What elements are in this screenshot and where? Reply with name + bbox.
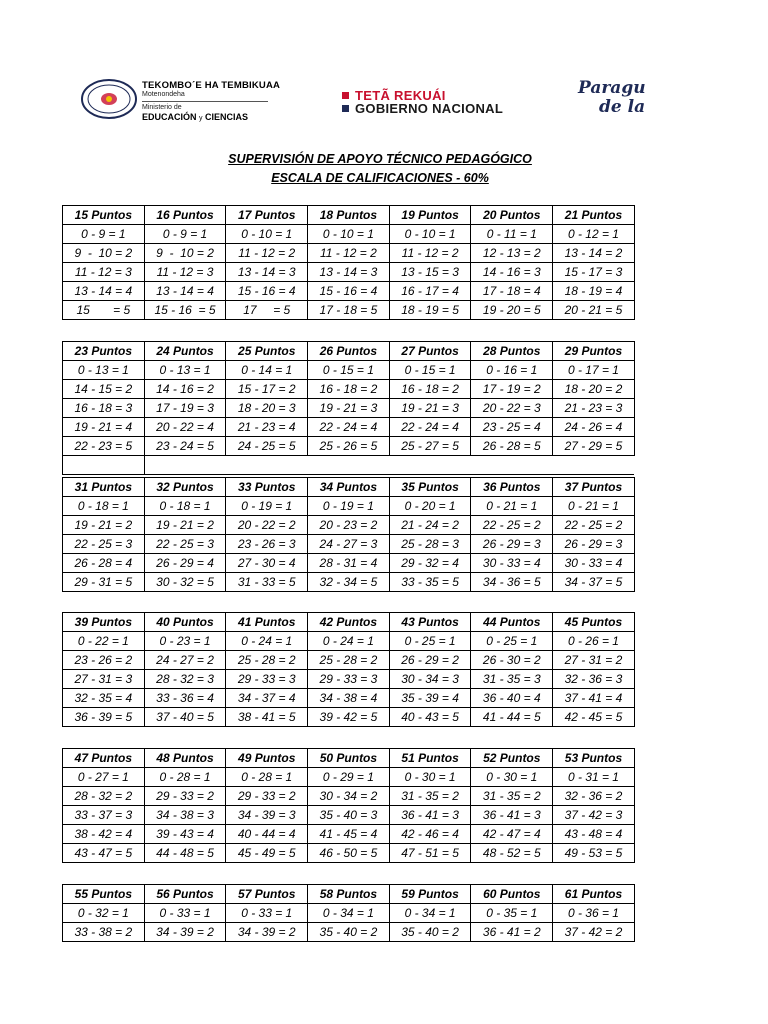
score-range-cell: 40 - 44 = 4 [226,825,308,844]
ministry-education: EDUCACIÓN [142,112,197,122]
table-row [63,380,635,399]
score-range-cell: 19 - 21 = 3 [308,399,390,418]
script-line1: Paragu [578,78,646,98]
table-row [63,651,635,670]
score-range-cell: 0 - 25 = 1 [471,632,553,651]
score-range-cell: 36 - 40 = 4 [471,689,553,708]
score-range-cell: 17 - 18 = 5 [308,301,390,320]
score-range-cell: 24 - 27 = 2 [144,651,226,670]
score-range-cell: 25 - 28 = 2 [226,651,308,670]
table-row [63,768,635,787]
ministry-line3: Ministerio de [142,104,182,111]
score-range-cell: 17 - 19 = 3 [144,399,226,418]
table-row [63,535,635,554]
score-range-cell: 38 - 42 = 4 [63,825,145,844]
score-range-cell: 22 - 23 = 5 [63,437,145,456]
score-range-cell: 36 - 39 = 5 [63,708,145,727]
score-range-cell: 21 - 23 = 3 [553,399,635,418]
score-range-cell: 0 - 33 = 1 [144,904,226,923]
score-range-cell: 9 - 10 = 2 [63,244,145,263]
score-range-cell: 18 - 20 = 3 [226,399,308,418]
score-range-cell: 34 - 37 = 4 [226,689,308,708]
points-header: 48 Puntos [144,749,226,768]
table-row [63,497,635,516]
score-range-cell: 32 - 36 = 3 [553,670,635,689]
table-row [63,301,635,320]
score-range-cell: 15 - 17 = 2 [226,380,308,399]
score-range-cell: 0 - 30 = 1 [389,768,471,787]
score-range-cell: 0 - 15 = 1 [389,361,471,380]
score-range-cell: 11 - 12 = 3 [144,263,226,282]
score-range-cell: 20 - 23 = 2 [308,516,390,535]
score-range-cell: 36 - 41 = 3 [389,806,471,825]
score-range-cell: 35 - 40 = 3 [308,806,390,825]
points-header: 57 Puntos [226,885,308,904]
score-range-cell: 34 - 39 = 3 [226,806,308,825]
score-range-cell: 20 - 22 = 2 [226,516,308,535]
ministry-seal-icon [80,78,138,120]
score-range-cell: 0 - 27 = 1 [63,768,145,787]
score-range-cell: 26 - 28 = 5 [471,437,553,456]
table-row [63,923,635,942]
table-row [63,708,635,727]
score-range-cell: 32 - 35 = 4 [63,689,145,708]
ministry-name [142,80,342,124]
score-range-cell: 43 - 48 = 4 [553,825,635,844]
grading-table [62,477,635,592]
score-range-cell: 16 - 17 = 4 [389,282,471,301]
score-range-cell: 39 - 43 = 4 [144,825,226,844]
ministry-divider [142,101,268,102]
score-range-cell: 9 - 10 = 2 [144,244,226,263]
score-range-cell: 18 - 20 = 2 [553,380,635,399]
blue-square-icon [342,105,349,112]
table-row [63,399,635,418]
score-range-cell: 34 - 38 = 4 [308,689,390,708]
score-range-cell: 28 - 32 = 2 [63,787,145,806]
points-header: 39 Puntos [63,613,145,632]
score-range-cell: 0 - 14 = 1 [226,361,308,380]
points-header: 35 Puntos [389,478,471,497]
document-header [80,78,768,128]
score-range-cell: 33 - 35 = 5 [389,573,471,592]
score-range-cell: 28 - 32 = 3 [144,670,226,689]
points-header: 45 Puntos [553,613,635,632]
score-range-cell: 19 - 21 = 3 [389,399,471,418]
score-range-cell: 14 - 16 = 2 [144,380,226,399]
table-row [63,689,635,708]
points-header: 36 Puntos [471,478,553,497]
table-row [63,573,635,592]
score-range-cell: 37 - 42 = 2 [553,923,635,942]
score-range-cell: 18 - 19 = 4 [553,282,635,301]
score-range-cell: 24 - 27 = 3 [308,535,390,554]
score-range-cell: 30 - 33 = 4 [471,554,553,573]
score-range-cell: 29 - 33 = 2 [144,787,226,806]
points-header: 24 Puntos [144,342,226,361]
table-row [63,632,635,651]
score-range-cell: 22 - 24 = 4 [389,418,471,437]
score-range-cell: 29 - 31 = 5 [63,573,145,592]
score-range-cell: 47 - 51 = 5 [389,844,471,863]
score-range-cell: 0 - 11 = 1 [471,225,553,244]
points-header: 50 Puntos [308,749,390,768]
score-range-cell: 0 - 15 = 1 [308,361,390,380]
score-range-cell: 29 - 33 = 3 [226,670,308,689]
score-range-cell: 0 - 10 = 1 [389,225,471,244]
points-header: 44 Puntos [471,613,553,632]
points-header: 53 Puntos [553,749,635,768]
points-header: 26 Puntos [308,342,390,361]
score-range-cell: 43 - 47 = 5 [63,844,145,863]
score-range-cell: 39 - 42 = 5 [308,708,390,727]
score-range-cell: 24 - 26 = 4 [553,418,635,437]
empty-cell [144,456,634,475]
score-range-cell: 25 - 28 = 2 [308,651,390,670]
table-row [63,225,635,244]
score-range-cell: 13 - 14 = 4 [144,282,226,301]
score-range-cell: 0 - 10 = 1 [226,225,308,244]
score-range-cell: 26 - 30 = 2 [471,651,553,670]
score-range-cell: 30 - 33 = 4 [553,554,635,573]
score-range-cell: 34 - 39 = 2 [226,923,308,942]
points-header: 47 Puntos [63,749,145,768]
ministry-line1: TEKOMBO´E HA TEMBIKUAA [142,80,281,91]
score-range-cell: 36 - 41 = 2 [471,923,553,942]
table-row [63,844,635,863]
score-range-cell: 14 - 16 = 3 [471,263,553,282]
score-range-cell: 35 - 40 = 2 [389,923,471,942]
score-range-cell: 0 - 19 = 1 [226,497,308,516]
score-range-cell: 26 - 29 = 2 [389,651,471,670]
points-header: 52 Puntos [471,749,553,768]
score-range-cell: 14 - 15 = 2 [63,380,145,399]
table-header-row [63,885,635,904]
score-range-cell: 32 - 36 = 2 [553,787,635,806]
score-range-cell: 0 - 19 = 1 [308,497,390,516]
score-range-cell: 15 = 5 [63,301,145,320]
score-range-cell: 11 - 12 = 2 [389,244,471,263]
score-range-cell: 33 - 36 = 4 [144,689,226,708]
score-range-cell: 24 - 25 = 5 [226,437,308,456]
score-range-cell: 23 - 24 = 5 [144,437,226,456]
score-range-cell: 26 - 28 = 4 [63,554,145,573]
points-header: 55 Puntos [63,885,145,904]
score-range-cell: 30 - 32 = 5 [144,573,226,592]
score-range-cell: 11 - 12 = 2 [308,244,390,263]
points-header: 49 Puntos [226,749,308,768]
points-header: 17 Puntos [226,206,308,225]
score-range-cell: 0 - 21 = 1 [553,497,635,516]
score-range-cell: 17 - 19 = 2 [471,380,553,399]
score-range-cell: 27 - 30 = 4 [226,554,308,573]
points-header: 59 Puntos [389,885,471,904]
ministry-line4 [142,112,342,124]
score-range-cell: 0 - 18 = 1 [144,497,226,516]
score-range-cell: 28 - 31 = 4 [308,554,390,573]
ministry-conj: y [199,115,203,122]
score-range-cell: 22 - 25 = 3 [63,535,145,554]
score-range-cell: 0 - 28 = 1 [226,768,308,787]
score-range-cell: 34 - 36 = 5 [471,573,553,592]
score-range-cell: 37 - 42 = 3 [553,806,635,825]
score-range-cell: 37 - 40 = 5 [144,708,226,727]
score-range-cell: 11 - 12 = 2 [226,244,308,263]
grading-table [62,341,635,475]
score-range-cell: 19 - 21 = 2 [144,516,226,535]
document-titles [0,150,768,188]
score-range-cell: 29 - 33 = 3 [308,670,390,689]
score-range-cell: 21 - 23 = 4 [226,418,308,437]
red-square-icon [342,92,349,99]
score-range-cell: 42 - 46 = 4 [389,825,471,844]
score-range-cell: 0 - 21 = 1 [471,497,553,516]
table-row [63,787,635,806]
score-range-cell: 0 - 30 = 1 [471,768,553,787]
empty-cell [63,456,145,475]
score-range-cell: 35 - 39 = 4 [389,689,471,708]
score-range-cell: 16 - 18 = 2 [308,380,390,399]
points-header: 16 Puntos [144,206,226,225]
score-range-cell: 27 - 29 = 5 [553,437,635,456]
score-range-cell: 42 - 47 = 4 [471,825,553,844]
score-range-cell: 41 - 45 = 4 [308,825,390,844]
score-range-cell: 34 - 39 = 2 [144,923,226,942]
score-range-cell: 49 - 53 = 5 [553,844,635,863]
score-range-cell: 0 - 13 = 1 [63,361,145,380]
score-range-cell: 45 - 49 = 5 [226,844,308,863]
points-header: 61 Puntos [553,885,635,904]
table-row [63,806,635,825]
table-row [63,418,635,437]
score-range-cell: 31 - 33 = 5 [226,573,308,592]
score-range-cell: 34 - 37 = 5 [553,573,635,592]
points-header: 41 Puntos [226,613,308,632]
score-range-cell: 18 - 19 = 5 [389,301,471,320]
score-range-cell: 25 - 28 = 3 [389,535,471,554]
table-row [63,263,635,282]
score-range-cell: 31 - 35 = 2 [389,787,471,806]
grading-table [62,612,635,727]
gov-line2: GOBIERNO NACIONAL [355,101,504,116]
score-range-cell: 0 - 34 = 1 [308,904,390,923]
score-range-cell: 21 - 24 = 2 [389,516,471,535]
title-scale: ESCALA DE CALIFICACIONES - 60% [271,171,489,185]
score-range-cell: 13 - 15 = 3 [389,263,471,282]
points-header: 23 Puntos [63,342,145,361]
points-header: 60 Puntos [471,885,553,904]
score-range-cell: 20 - 21 = 5 [553,301,635,320]
score-range-cell: 38 - 41 = 5 [226,708,308,727]
score-range-cell: 23 - 26 = 3 [226,535,308,554]
score-range-cell: 17 = 5 [226,301,308,320]
score-range-cell: 15 - 17 = 3 [553,263,635,282]
score-range-cell: 22 - 25 = 2 [553,516,635,535]
points-header: 58 Puntos [308,885,390,904]
points-header: 21 Puntos [553,206,635,225]
table-row [63,554,635,573]
score-range-cell: 25 - 26 = 5 [308,437,390,456]
score-range-cell: 26 - 29 = 4 [144,554,226,573]
score-range-cell: 17 - 18 = 4 [471,282,553,301]
points-header: 56 Puntos [144,885,226,904]
points-header: 42 Puntos [308,613,390,632]
score-range-cell: 37 - 41 = 4 [553,689,635,708]
score-range-cell: 27 - 31 = 2 [553,651,635,670]
score-range-cell: 0 - 9 = 1 [63,225,145,244]
score-range-cell: 0 - 31 = 1 [553,768,635,787]
score-range-cell: 0 - 28 = 1 [144,768,226,787]
score-range-cell: 35 - 40 = 2 [308,923,390,942]
points-header: 33 Puntos [226,478,308,497]
score-range-cell: 0 - 36 = 1 [553,904,635,923]
points-header: 34 Puntos [308,478,390,497]
score-range-cell: 15 - 16 = 4 [226,282,308,301]
table-row [63,361,635,380]
score-range-cell: 29 - 33 = 2 [226,787,308,806]
points-header: 37 Puntos [553,478,635,497]
score-range-cell: 19 - 21 = 2 [63,516,145,535]
score-range-cell: 48 - 52 = 5 [471,844,553,863]
score-range-cell: 20 - 22 = 3 [471,399,553,418]
points-header: 29 Puntos [553,342,635,361]
score-range-cell: 0 - 29 = 1 [308,768,390,787]
ministry-sciences: CIENCIAS [205,112,249,122]
score-range-cell: 0 - 12 = 1 [553,225,635,244]
score-range-cell: 22 - 24 = 4 [308,418,390,437]
score-range-cell: 25 - 27 = 5 [389,437,471,456]
score-range-cell: 13 - 14 = 2 [553,244,635,263]
points-header: 27 Puntos [389,342,471,361]
score-range-cell: 26 - 29 = 3 [471,535,553,554]
score-range-cell: 0 - 22 = 1 [63,632,145,651]
grading-table [62,205,635,320]
score-range-cell: 22 - 25 = 2 [471,516,553,535]
table-row [63,516,635,535]
points-header: 15 Puntos [63,206,145,225]
score-range-cell: 0 - 13 = 1 [144,361,226,380]
score-range-cell: 0 - 17 = 1 [553,361,635,380]
empty-row [63,456,635,475]
score-range-cell: 30 - 34 = 3 [389,670,471,689]
score-range-cell: 16 - 18 = 2 [389,380,471,399]
score-range-cell: 13 - 14 = 3 [308,263,390,282]
score-range-cell: 23 - 26 = 2 [63,651,145,670]
score-range-cell: 0 - 9 = 1 [144,225,226,244]
points-header: 28 Puntos [471,342,553,361]
score-range-cell: 0 - 33 = 1 [226,904,308,923]
gov-line1: TETÃ REKUÁI [355,88,446,103]
score-range-cell: 40 - 43 = 5 [389,708,471,727]
score-range-cell: 15 - 16 = 5 [144,301,226,320]
score-range-cell: 0 - 34 = 1 [389,904,471,923]
grading-table [62,884,635,942]
score-range-cell: 20 - 22 = 4 [144,418,226,437]
score-range-cell: 46 - 50 = 5 [308,844,390,863]
score-range-cell: 19 - 21 = 4 [63,418,145,437]
score-range-cell: 31 - 35 = 2 [471,787,553,806]
points-header: 32 Puntos [144,478,226,497]
points-header: 25 Puntos [226,342,308,361]
score-range-cell: 32 - 34 = 5 [308,573,390,592]
score-range-cell: 13 - 14 = 4 [63,282,145,301]
score-range-cell: 0 - 26 = 1 [553,632,635,651]
grading-table [62,748,635,863]
score-range-cell: 0 - 24 = 1 [308,632,390,651]
score-range-cell: 0 - 25 = 1 [389,632,471,651]
score-range-cell: 0 - 20 = 1 [389,497,471,516]
score-range-cell: 33 - 38 = 2 [63,923,145,942]
score-range-cell: 19 - 20 = 5 [471,301,553,320]
points-header: 20 Puntos [471,206,553,225]
points-header: 19 Puntos [389,206,471,225]
score-range-cell: 31 - 35 = 3 [471,670,553,689]
points-header: 51 Puntos [389,749,471,768]
score-range-cell: 27 - 31 = 3 [63,670,145,689]
score-range-cell: 26 - 29 = 3 [553,535,635,554]
score-range-cell: 15 - 16 = 4 [308,282,390,301]
score-range-cell: 29 - 32 = 4 [389,554,471,573]
score-range-cell: 44 - 48 = 5 [144,844,226,863]
points-header: 18 Puntos [308,206,390,225]
score-range-cell: 33 - 37 = 3 [63,806,145,825]
score-range-cell: 34 - 38 = 3 [144,806,226,825]
table-header-row [63,206,635,225]
score-range-cell: 0 - 16 = 1 [471,361,553,380]
score-range-cell: 16 - 18 = 3 [63,399,145,418]
score-range-cell: 36 - 41 = 3 [471,806,553,825]
script-line2: de la [599,97,646,117]
table-row [63,670,635,689]
table-row [63,282,635,301]
score-range-cell: 0 - 10 = 1 [308,225,390,244]
score-range-cell: 0 - 24 = 1 [226,632,308,651]
ministry-line2: Motenondeha [142,91,185,98]
table-header-row [63,478,635,497]
score-range-cell: 30 - 34 = 2 [308,787,390,806]
table-row [63,825,635,844]
score-range-cell: 0 - 35 = 1 [471,904,553,923]
table-header-row [63,749,635,768]
points-header: 43 Puntos [389,613,471,632]
points-header: 40 Puntos [144,613,226,632]
score-range-cell: 23 - 25 = 4 [471,418,553,437]
score-range-cell: 41 - 44 = 5 [471,708,553,727]
table-header-row [63,613,635,632]
score-range-cell: 0 - 23 = 1 [144,632,226,651]
score-range-cell: 0 - 18 = 1 [63,497,145,516]
score-range-cell: 0 - 32 = 1 [63,904,145,923]
score-range-cell: 13 - 14 = 3 [226,263,308,282]
table-row [63,904,635,923]
score-range-cell: 22 - 25 = 3 [144,535,226,554]
table-row [63,437,635,456]
table-header-row [63,342,635,361]
score-range-cell: 12 - 13 = 2 [471,244,553,263]
score-range-cell: 11 - 12 = 3 [63,263,145,282]
points-header: 31 Puntos [63,478,145,497]
government-logo [342,89,503,115]
table-row [63,244,635,263]
score-range-cell: 42 - 45 = 5 [553,708,635,727]
title-supervision: SUPERVISIÓN DE APOYO TÉCNICO PEDAGÓGICO [228,152,532,166]
